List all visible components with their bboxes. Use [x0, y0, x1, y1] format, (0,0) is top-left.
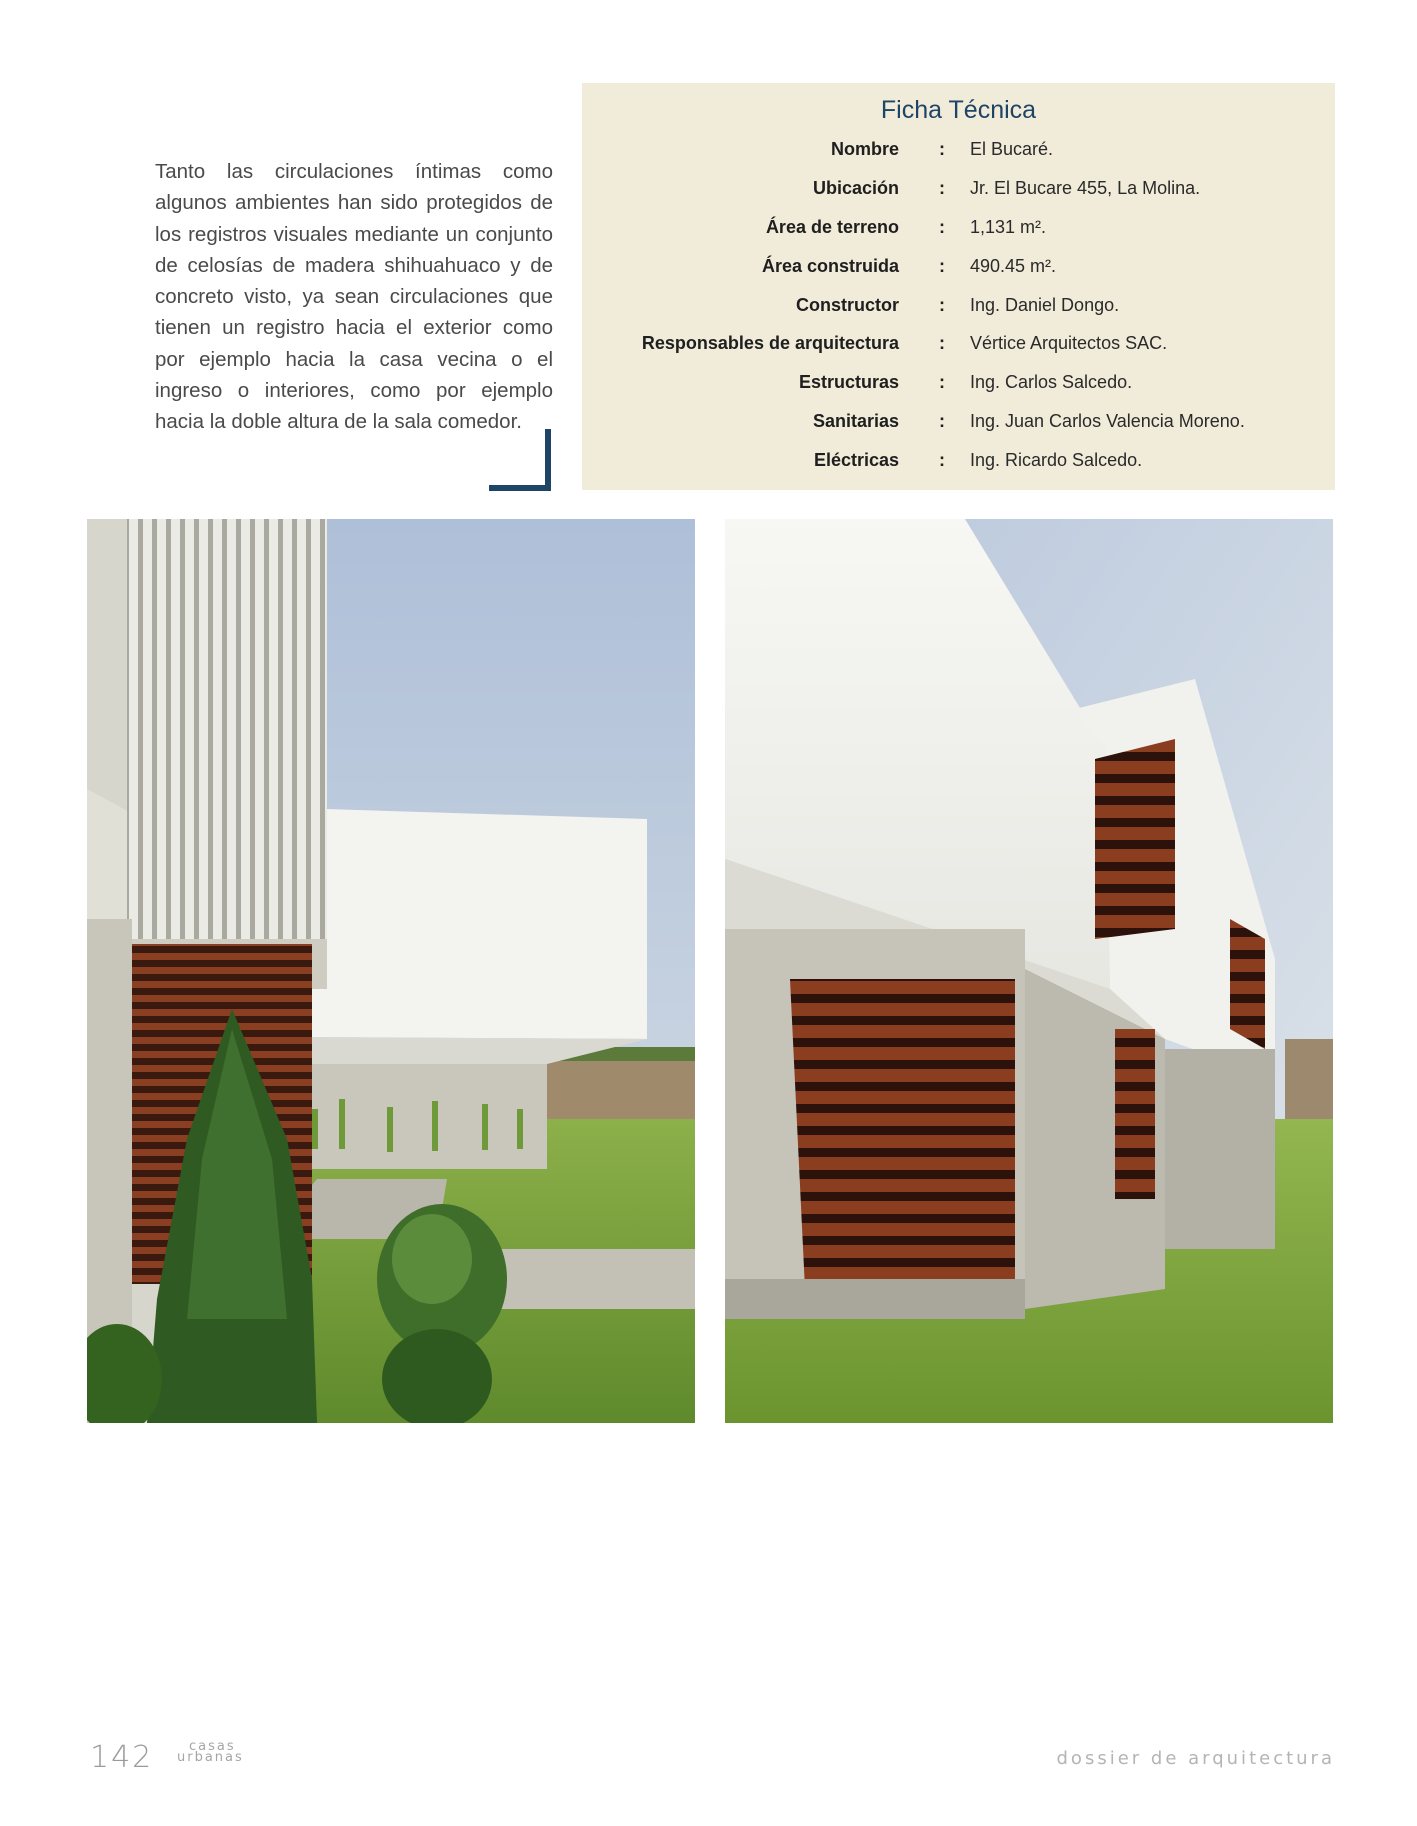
ficha-row-constructor: [582, 295, 1335, 334]
ficha-label: Constructor: [796, 294, 899, 315]
ficha-separator: :: [939, 411, 945, 432]
corner-ornament: [489, 429, 551, 491]
ficha-separator: :: [939, 333, 945, 354]
ficha-separator: :: [939, 372, 945, 393]
photo-left-illustration: [87, 519, 695, 1423]
ficha-value: Ing. Daniel Dongo.: [970, 294, 1120, 315]
ficha-separator: :: [939, 177, 945, 198]
ficha-value: Vértice Arquitectos SAC.: [970, 333, 1168, 354]
ficha-label: Área de terreno: [765, 216, 899, 237]
ficha-label: Sanitarias: [812, 411, 899, 432]
page-number: 142: [90, 1740, 154, 1775]
ficha-row-electricas: [582, 450, 1335, 489]
photo-right-illustration: [725, 519, 1333, 1423]
ficha-label: Eléctricas: [813, 450, 899, 471]
ficha-label: Nombre: [830, 139, 899, 159]
ficha-label: Ubicación: [812, 177, 899, 198]
ficha-row-responsables: [582, 333, 1335, 372]
ficha-separator: :: [939, 139, 945, 159]
ficha-value: El Bucaré.: [970, 139, 1054, 159]
ficha-separator: :: [939, 294, 945, 315]
ficha-title: Ficha Técnica: [880, 96, 1037, 124]
brand-top: casas: [189, 1739, 236, 1754]
ficha-value: Ing. Juan Carlos Valencia Moreno.: [970, 411, 1245, 432]
ficha-label: Área construida: [761, 255, 899, 276]
ficha-row-nombre: [582, 139, 1335, 178]
ficha-separator: :: [939, 216, 945, 237]
magazine-brand: [177, 1741, 244, 1763]
ficha-value: Ing. Carlos Salcedo.: [970, 372, 1133, 393]
section-name: dossier de arquitectura: [1056, 1748, 1335, 1769]
ficha-row-ubicacion: [582, 178, 1335, 217]
ficha-separator: :: [939, 450, 945, 471]
ficha-rows: [582, 139, 1335, 489]
ficha-value: 1,131 m².: [970, 216, 1047, 237]
ficha-separator: :: [939, 255, 945, 276]
photo-right: [725, 519, 1333, 1423]
ficha-row-area-construida: [582, 256, 1335, 295]
ficha-label: Estructuras: [798, 372, 899, 393]
ficha-value: 490.45 m².: [970, 255, 1057, 276]
photo-left: [87, 519, 695, 1423]
ficha-row-area-terreno: [582, 217, 1335, 256]
ficha-row-sanitarias: [582, 411, 1335, 450]
ficha-value: Ing. Ricardo Salcedo.: [970, 450, 1143, 471]
ficha-row-estructuras: [582, 372, 1335, 411]
ficha-value: Jr. El Bucare 455, La Molina.: [970, 177, 1201, 198]
intro-paragraph: Tanto las circulaciones íntimas como algunos ambientes han sido protegidos de los registros visuales mediante un conjunto de celosías de madera shihuahuaco y de concreto visto, ya sean circulaciones que tienen un registro hacia el exterior como por ejemplo hacia la casa vecina o el ingreso o interiores, como por ejemplo hacia la doble altura de la sala comedor.: [155, 160, 553, 434]
ficha-label: Responsables de arquitectura: [641, 333, 899, 354]
ficha-tecnica-card: [582, 83, 1335, 490]
brand-bottom: urbanas: [177, 1750, 244, 1765]
